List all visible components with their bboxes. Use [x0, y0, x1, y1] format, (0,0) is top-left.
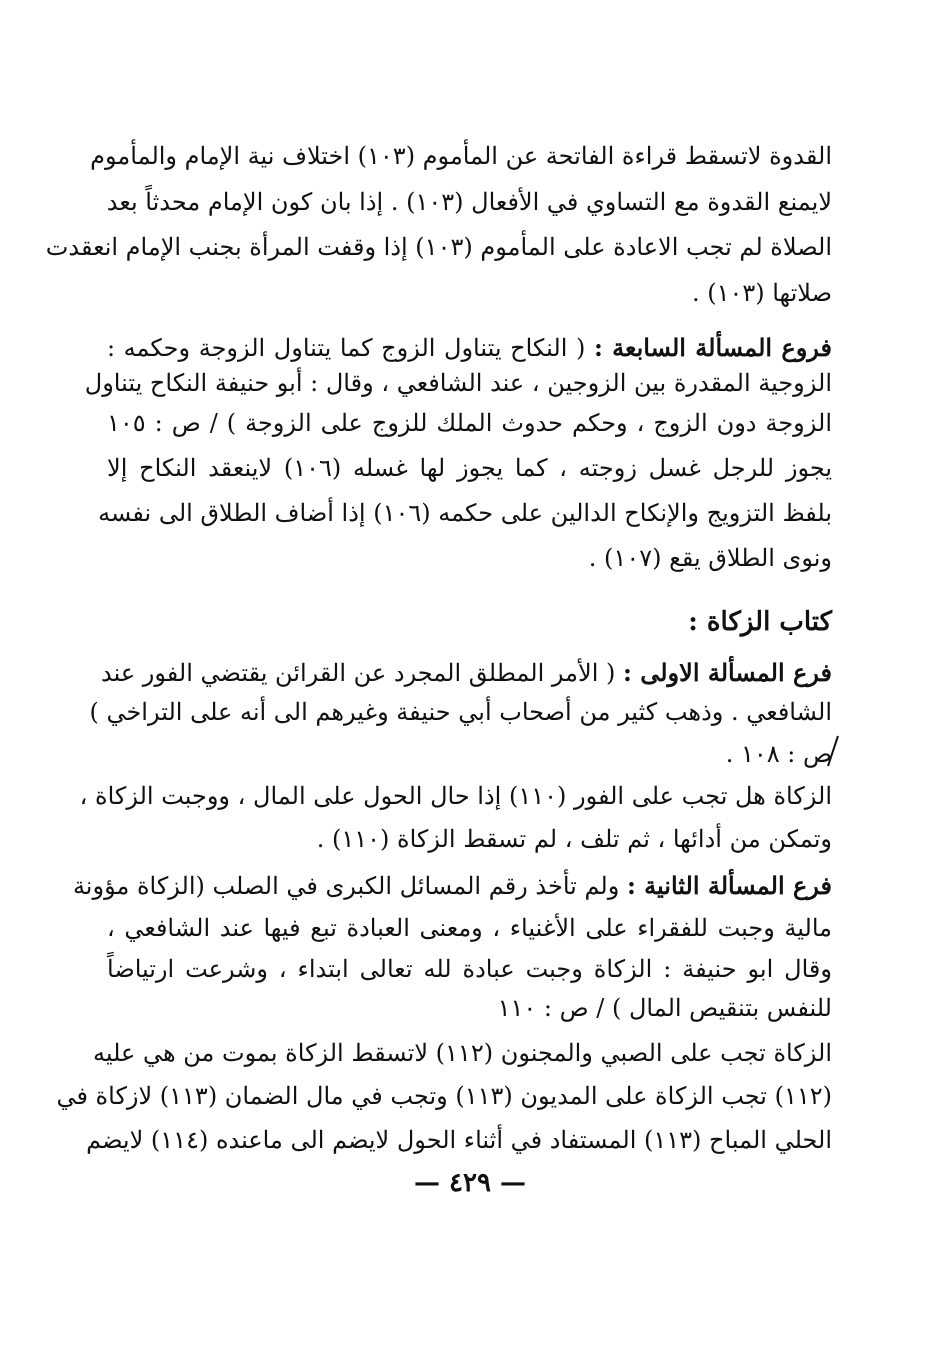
page-number: — ٤٢٩ — [413, 1168, 527, 1198]
text-line: الزوجية المقدرة بين الزوجين ، عند الشافعي ، وقال : أبو حنيفة النكاح يتناول [84, 369, 832, 397]
text-line: (١١٢) تجب الزكاة على المديون (١١٣) وتجب في مال الضمان (١١٣) لازكاة في [56, 1082, 832, 1110]
section-text: ولم تأخذ رقم المسائل الكبرى في الصلب (الزكاة مؤونة [72, 872, 620, 900]
section-first-line [72, 868, 832, 908]
text-line: للنفس بتنقيص المال ) / ص : ١١٠ [497, 994, 832, 1022]
text-line: يجوز للرجل غسل زوجته ، كما يجوز لها غسله (١٠٦) لاينعقد النكاح إلا [107, 454, 833, 482]
text-line: ص : ١٠٨ . [725, 740, 832, 768]
section-heading: فروع المسألة السابعة : [593, 333, 833, 362]
text-line: الشافعي . وذهب كثير من أصحاب أبي حنيفة وغيرهم الى أنه على التراخي ) [89, 698, 832, 726]
section-text: ( النكاح يتناول الزوج كما يتناول الزوجة وحكمه : [107, 334, 586, 362]
text-line: مالية وجبت للفقراء على الأغنياء ، ومعنى العبادة تبع فيها عند الشافعي ، [107, 914, 832, 942]
text-line: وقال ابو حنيفة : الزكاة وجبت عبادة لله تعالى ابتداء ، وشرعت ارتياضاً [107, 955, 832, 983]
slash-mark [822, 734, 842, 768]
section-heading: فرع المسألة الثانية : [626, 871, 832, 900]
text-line: صلاتها (١٠٣) . [691, 279, 832, 307]
section-first-line [101, 655, 832, 695]
text-line: بلفظ التزويج والإنكاح الدالين على حكمه (١٠٦) إذا أضاف الطلاق الى نفسه [98, 499, 832, 527]
text-line: ونوى الطلاق يقع (١٠٧) . [588, 544, 832, 572]
text-line: لايمنع القدوة مع التساوي في الأفعال (١٠٣) . إذا بان كون الإمام محدثاً بعد [106, 188, 832, 216]
book-heading: كتاب الزكاة : [688, 607, 832, 637]
text-line: القدوة لاتسقط قراءة الفاتحة عن المأموم (١٠٣) اختلاف نية الإمام والمأموم [90, 142, 832, 170]
text-line: الزكاة تجب على الصبي والمجنون (١١٢) لاتسقط الزكاة بموت من هي عليه [92, 1039, 832, 1067]
text-line: وتمكن من أدائها ، ثم تلف ، لم تسقط الزكاة (١١٠) . [316, 825, 832, 853]
text-line: الحلي المباح (١١٣) المستفاد في أثناء الحول لايضم الى ماعنده (١١٤) لايضم [86, 1126, 832, 1154]
text-line: الزوجة دون الزوج ، وحكم حدوث الملك للزوج على الزوجة ) / ص : ١٠٥ [107, 409, 832, 437]
section-text: ( الأمر المطلق المجرد عن القرائن يقتضي الفور عند [101, 659, 616, 687]
section-first-line [107, 330, 832, 370]
text-line: الصلاة لم تجب الاعادة على المأموم (١٠٣) إذا وقفت المرأة بجنب الإمام انعقدت [45, 233, 832, 261]
section-heading: فرع المسألة الاولى : [623, 658, 832, 687]
text-line: الزكاة هل تجب على الفور (١١٠) إذا حال الحول على المال ، ووجبت الزكاة ، [79, 782, 832, 810]
